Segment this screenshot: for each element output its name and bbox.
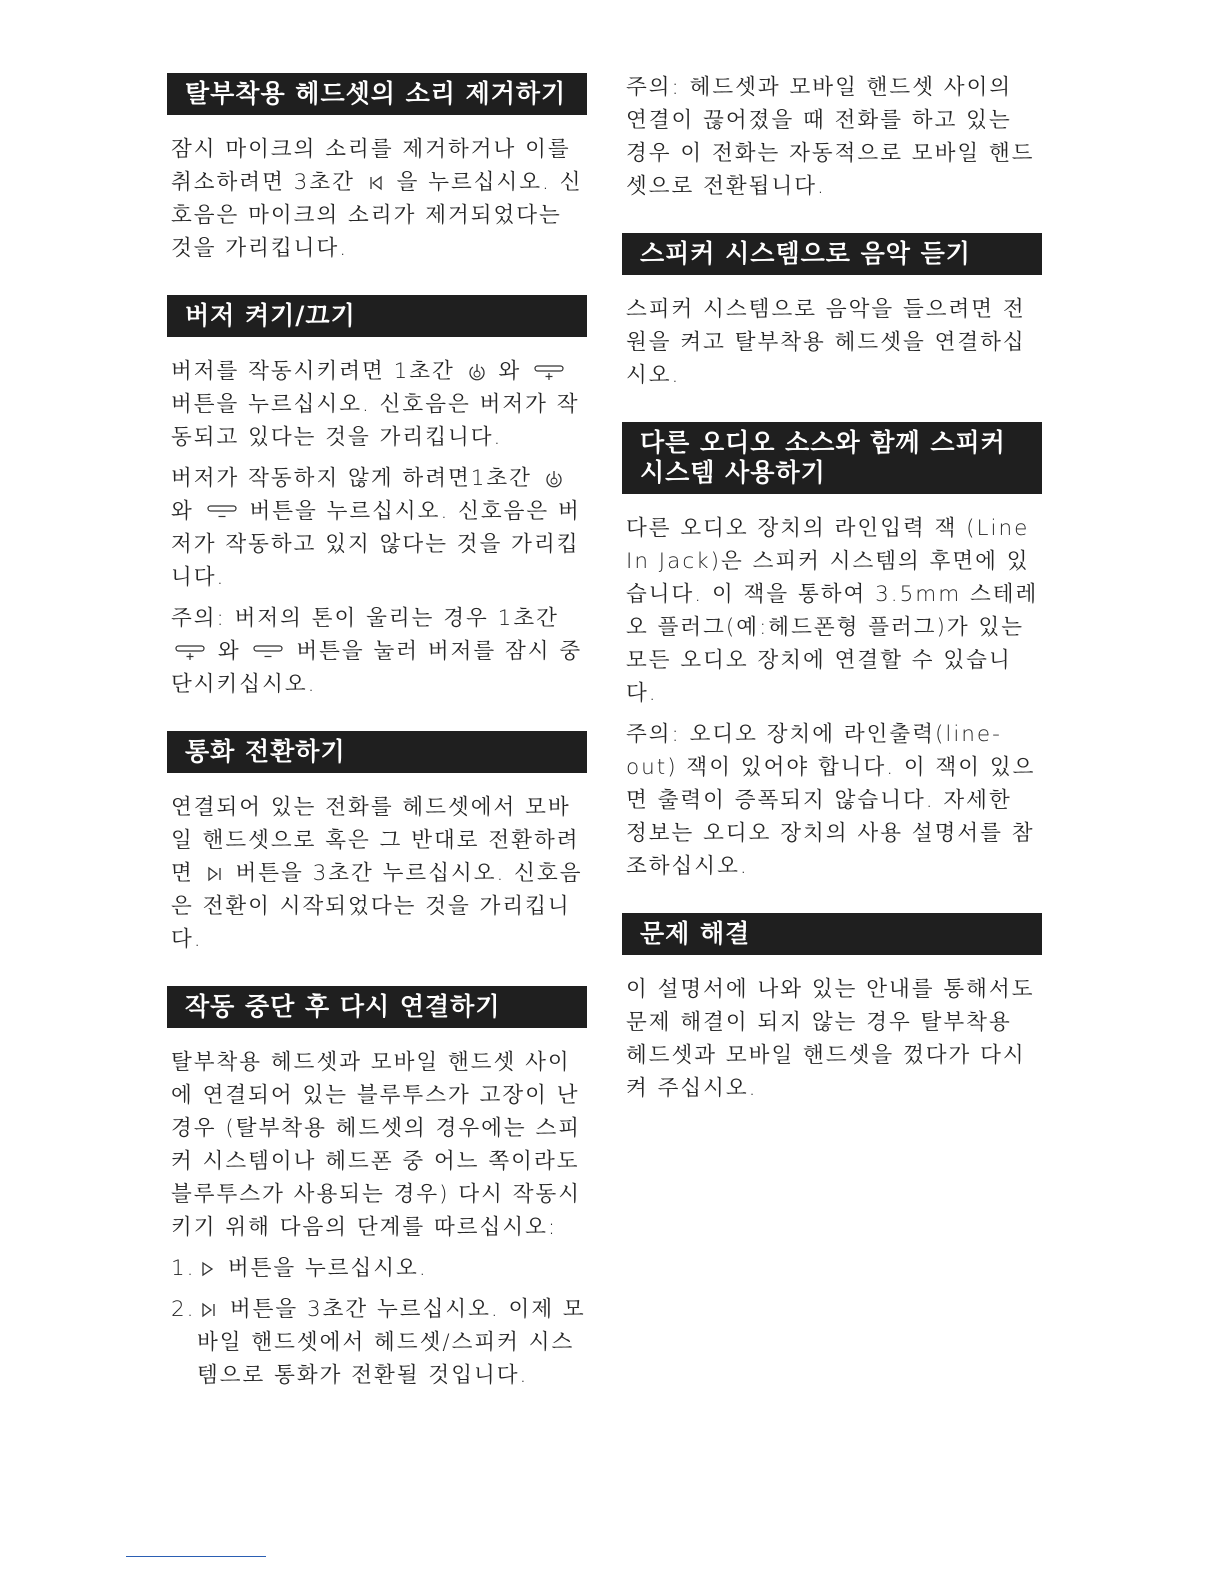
section-troubleshoot <box>622 913 1042 1105</box>
section-note <box>622 71 1042 203</box>
paragraph: 탈부착용 헤드셋과 모바일 핸드셋 사이에 연결되어 있는 블루투스가 고장이 난 경우 (탈부착용 헤드셋의 경우에는 스피커 시스템이나 헤드폰 중 어느 쪽이라도 블루투스가 사용되는 경우) 다시 작동시키기 위해 다음의 단계를 따르십시오: <box>171 1050 582 1240</box>
paragraph <box>171 791 587 956</box>
paragraph <box>171 602 587 701</box>
section-heading: 버저 켜기/끄기 <box>167 295 587 337</box>
text: 을 누르십시오. 신호음은 마이크의 소리가 제거되었다는 것을 가리킵니다. <box>171 170 583 261</box>
left-column <box>167 73 587 1422</box>
prev-skip-icon <box>368 175 384 191</box>
paragraph: 주의: 오디오 장치에 라인출력(line-out) 잭이 있어야 합니다. 이 잭이 있으면 출력이 증폭되지 않습니다. 자세한 정보는 오디오 장치의 사용 설명서를 참조하십시오. <box>626 722 1036 879</box>
step-item <box>171 1293 587 1392</box>
footer-rule <box>126 1556 266 1557</box>
play-pause-icon <box>201 1302 217 1318</box>
paragraph: 스피커 시스템으로 음악을 들으려면 전원을 켜고 탈부착용 헤드셋을 연결하십시오. <box>626 297 1026 388</box>
power-icon <box>468 362 486 382</box>
section-other-audio <box>622 422 1042 883</box>
text: 버튼을 누르십시오. 신호음은 버저가 작동하고 있지 않다는 것을 가리킵니다. <box>171 499 581 590</box>
right-column <box>622 73 1042 1135</box>
volume-up-icon <box>534 363 564 381</box>
play-pause-icon <box>207 866 223 882</box>
text: 와 <box>498 359 522 384</box>
volume-down-icon <box>207 503 237 521</box>
text: 와 <box>217 639 241 664</box>
text: 버튼을 누르십시오. 신호음은 버저가 작동되고 있다는 것을 가리킵니다. <box>171 392 580 450</box>
section-heading: 통화 전환하기 <box>167 731 587 773</box>
section-heading: 작동 중단 후 다시 연결하기 <box>167 986 587 1028</box>
step-number: 1. <box>171 1256 196 1281</box>
paragraph <box>171 355 587 454</box>
text: 버튼을 누르십시오. <box>227 1256 428 1281</box>
paragraph: 이 설명서에 나와 있는 안내를 통해서도 문제 해결이 되지 않는 경우 탈부착용 헤드셋과 모바일 핸드셋을 껐다가 다시 켜 주십시오. <box>626 977 1035 1101</box>
text: 버튼을 3초간 누르십시오. 신호음은 전환이 시작되었다는 것을 가리킵니다. <box>171 861 583 952</box>
text: 버튼을 눌러 버저를 잠시 중단시키십시오. <box>171 639 583 697</box>
text: 버저가 작동하지 않게 하려면1초간 <box>171 466 532 491</box>
section-heading: 다른 오디오 소스와 함께 스피커 시스템 사용하기 <box>622 422 1042 494</box>
text: 와 <box>171 499 194 524</box>
power-icon <box>545 469 563 489</box>
paragraph: 다른 오디오 장치의 라인입력 잭 (Line In Jack)은 스피커 시스템의 후면에 있습니다. 이 잭을 통하여 3.5mm 스테레오 플러그(예:헤드폰형 플러그)가 있는 모든 오디오 장치에 연결할 수 있습니다. <box>626 516 1039 706</box>
text: 버튼을 3초간 누르십시오. 이제 모바일 핸드셋에서 헤드셋/스피커 시스템으로 통화가 전환될 것입니다. <box>197 1297 586 1388</box>
section-transfer <box>167 731 587 956</box>
section-reconnect <box>167 986 587 1392</box>
step-number: 2. <box>171 1297 196 1322</box>
text: 주의: 버저의 톤이 울리는 경우 1초간 <box>171 606 559 631</box>
paragraph: 주의: 헤드셋과 모바일 핸드셋 사이의 연결이 끊어졌을 때 전화를 하고 있는 경우 이 전화는 자동적으로 모바일 핸드셋으로 전환됩니다. <box>626 75 1035 199</box>
volume-up-icon <box>175 643 205 661</box>
step-item <box>171 1252 587 1285</box>
play-icon <box>201 1261 215 1277</box>
section-mute <box>167 73 587 265</box>
section-music <box>622 233 1042 392</box>
section-buzzer <box>167 295 587 701</box>
paragraph <box>171 133 587 265</box>
paragraph <box>171 462 587 594</box>
text: 연결되어 있는 전화를 헤드셋에서 모바일 핸드셋으로 혹은 그 반대로 전환하려면 <box>171 795 580 886</box>
section-heading: 탈부착용 헤드셋의 소리 제거하기 <box>167 73 587 115</box>
text: 잠시 마이크의 소리를 제거하거나 이를 취소하려면 3초간 <box>171 137 571 195</box>
volume-down-icon <box>253 643 283 661</box>
section-heading: 문제 해결 <box>622 913 1042 955</box>
section-heading: 스피커 시스템으로 음악 듣기 <box>622 233 1042 275</box>
text: 버저를 작동시키려면 1초간 <box>171 359 455 384</box>
